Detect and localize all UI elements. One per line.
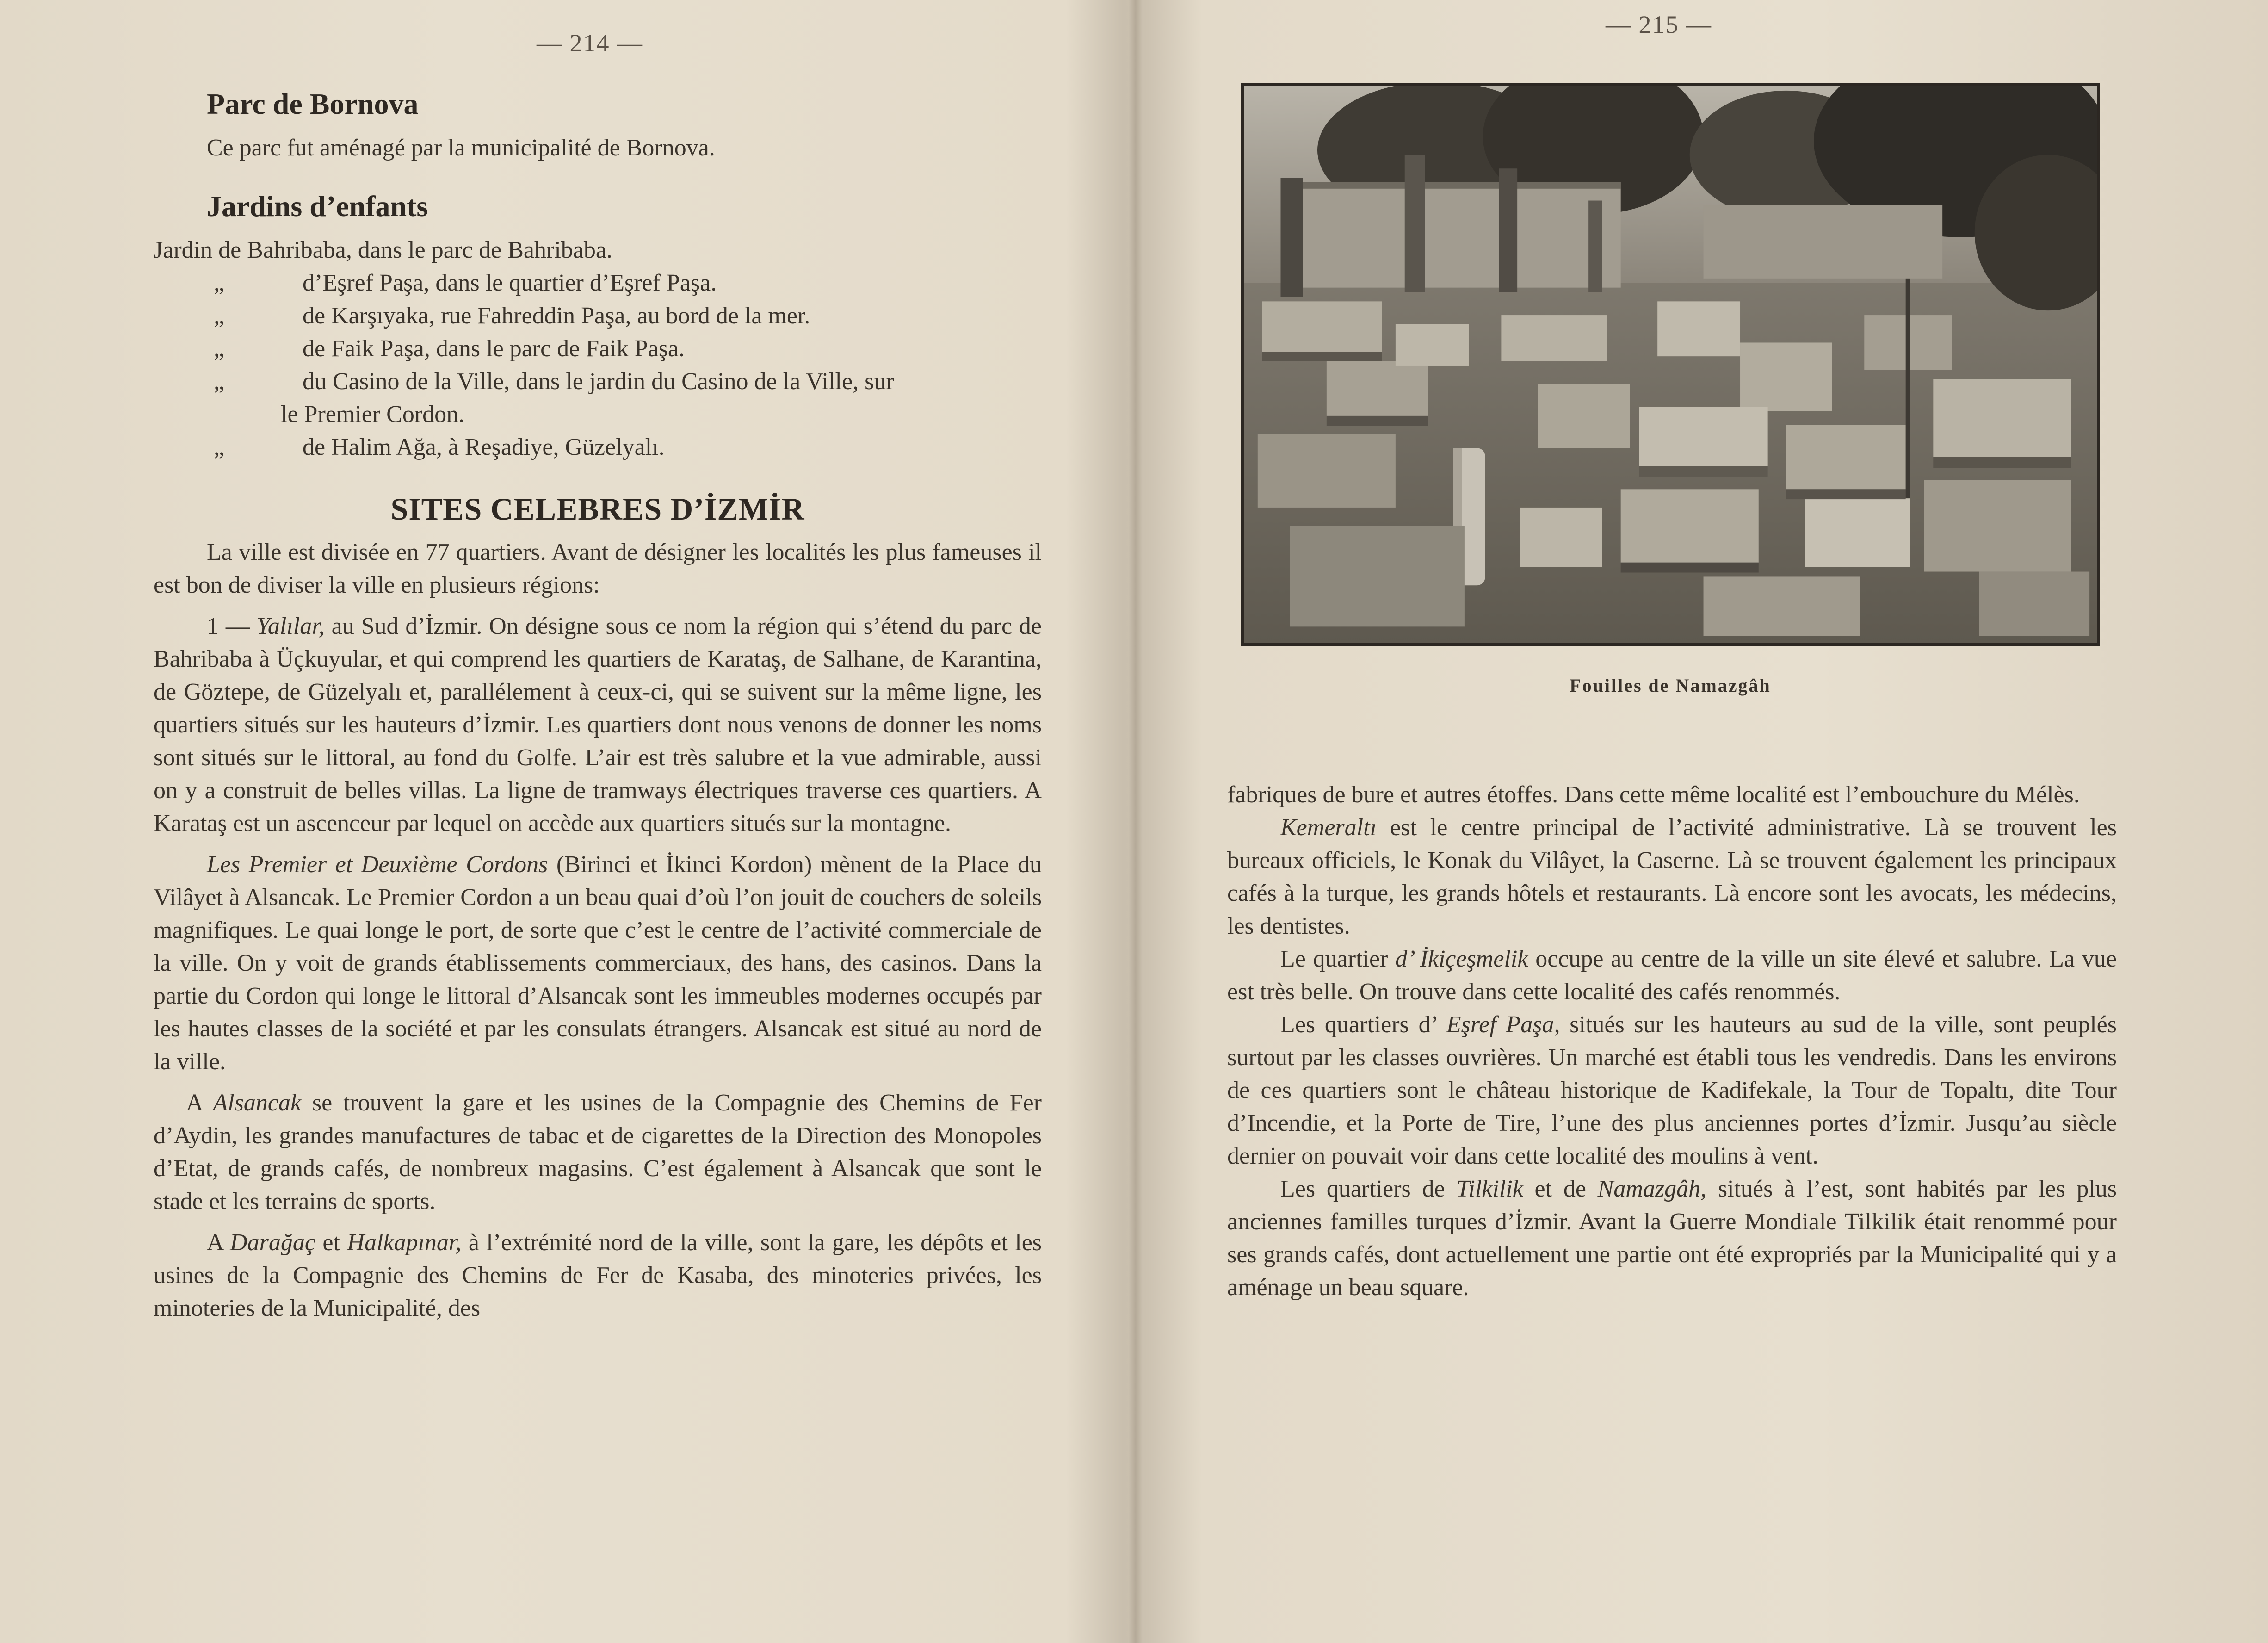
list-item-text: de Karşıyaka, rue Fahreddin Paşa, au bord de la mer. — [303, 303, 810, 329]
place-name-namazgah: Namazgâh, — [1597, 1176, 1707, 1202]
paragraph-ikicesmelik — [1227, 942, 2117, 1008]
left-text-column — [154, 83, 1042, 1325]
paragraph-prefix: A — [207, 1229, 230, 1256]
paragraph-text: situés à l’est, sont habités par les plus anciennes familles turques d’İzmir. Avant la Guerre Mondiale Tilkilik était renommé pour ses grands cafés, dont actuellement une partie ont été expropriés par la Municipalité qui y a aménage un beau square. — [1227, 1176, 2117, 1301]
paragraph-daragac — [154, 1226, 1042, 1325]
right-text-column — [1227, 778, 2117, 1304]
place-name-tilkilik: Tilkilik — [1456, 1176, 1523, 1202]
ditto-mark: „ — [214, 303, 225, 329]
paragraph-text: se trouvent la gare et les usines de la Compagnie des Chemins de Fer d’Aydin, les grandes manufactures de tabac et de cigarettes de la Direction des Monopoles d’Etat, de grands cafés, de nombreux magasins. C’est également à Alsancak que sont le stade et les terrains de sports. — [154, 1090, 1042, 1215]
paragraph-tilkilik — [1227, 1172, 2117, 1304]
paragraph-kemeralti — [1227, 811, 2117, 942]
place-name-esref-pasa: Eşref Paşa, — [1446, 1011, 1560, 1038]
list-item-text: de Halim Ağa, à Reşadiye, Güzelyalı. — [303, 434, 665, 460]
place-name-kemeralti: Kemeraltı — [1280, 814, 1377, 841]
list-item-continuation: le Premier Cordon. — [281, 401, 465, 428]
place-name-yalilar: Yalılar, — [256, 613, 325, 639]
paragraph-continuation: fabriques de bure et autres étoffes. Dans cette même localité est l’embouchure du Mélès. — [1227, 781, 2080, 808]
list-item — [154, 299, 1042, 332]
heading-parc-de-bornova: Parc de Bornova — [207, 87, 419, 120]
list-item-text: d’Eşref Paşa, dans le quartier d’Eşref Paşa. — [303, 270, 717, 296]
ditto-mark: „ — [214, 335, 225, 362]
region-number: 1 — — [207, 613, 257, 639]
right-page — [1135, 0, 2268, 1643]
left-page — [0, 0, 1133, 1643]
paragraph-text: situés sur les hauteurs au sud de la ville, sont peuplés surtout par les classes ouvrières. Un marché est établi tous les vendredis. Dans les environs de ces quartiers sont le château historique de Kadifekale, la Tour de Topaltı, dite Tour d’Incendie, et la Porte de Tire, l’une des plus anciennes portes d’İzmir. Jusqu’au siècle dernier on pouvait voir dans cette localité des moulins à vent. — [1227, 1011, 2117, 1169]
paragraph-esref-pasa — [1227, 1008, 2117, 1172]
list-item — [154, 365, 1042, 398]
photo-fouilles-namazgah — [1241, 83, 2100, 646]
ditto-mark: „ — [214, 270, 225, 296]
list-item-text: de Faik Paşa, dans le parc de Faik Paşa. — [303, 335, 685, 362]
page-number-left: — 214 — — [537, 29, 643, 57]
paragraph-connector: et — [315, 1229, 347, 1256]
list-item-text: du Casino de la Ville, dans le jardin du Casino de la Ville, sur — [303, 368, 894, 395]
paragraph-text: (Birinci et İkinci Kordon) mènent de la Place du Vilâyet à Alsancak. Le Premier Cordon a un beau quai d’où l’on jouit de couchers de soleils magnifiques. Le quai longe le port, de sorte que c’est le centre de l’activité commerciale de la ville. On y voit de grands établissements commerciaux, des hans, des casinos. Dans la partie du Cordon qui longe le littoral d’Alsancak sont les immeubles modernes occupés par les hautes classes de la société et par les consulats étrangers. Alsancak est situé au nord de la ville. — [154, 851, 1042, 1075]
list-item — [154, 431, 1042, 464]
paragraph-alsancak — [154, 1086, 1042, 1218]
page-number-right: — 215 — — [1606, 11, 1712, 38]
paragraph-prefix: Les quartiers d’ — [1280, 1011, 1446, 1038]
ditto-mark: „ — [214, 368, 225, 395]
place-name-halkapinar: Halkapınar, — [347, 1229, 462, 1256]
place-name-ikicesmelik: d’ İkiçeşmelik — [1395, 946, 1528, 972]
place-name-daragac: Darağaç — [230, 1229, 315, 1256]
place-name-alsancak: Alsancak — [213, 1090, 302, 1116]
paragraph-yalilar — [154, 610, 1042, 840]
chapter-title-sites-celebres: SITES CELEBRES D’İZMİR — [390, 491, 805, 527]
paragraph-text: est le centre principal de l’activité administrative. Là se trouvent les bureaux officiels, le Konak du Vilâyet, la Caserne. Là se trouvent également les principaux cafés à la turque, les grands hôtels et restaurants. Là encore sont les avocats, les médecins, les dentistes. — [1227, 814, 2117, 939]
paragraph-prefix: Le quartier — [1280, 946, 1396, 972]
paragraph-text: à l’extrémité nord de la ville, sont la gare, les dépôts et les usines de la Compagnie des Chemins de Fer de Kasaba, des minoteries privées, les minoteries de la Municipalité, des — [154, 1229, 1042, 1321]
list-item — [154, 267, 1042, 299]
list-item — [154, 332, 1042, 365]
heading-jardins-denfants: Jardins d’enfants — [207, 190, 428, 223]
ditto-mark: „ — [214, 434, 225, 460]
paragraph-parc: Ce parc fut aménagé par la municipalité de Bornova. — [207, 135, 715, 161]
place-name-cordons: Les Premier et Deuxième Cordons — [207, 851, 548, 878]
photo-caption: Fouilles de Namazgâh — [1570, 675, 1771, 696]
paragraph-connector: et de — [1523, 1176, 1598, 1202]
paragraph-text: occupe au centre de la ville un site élevé et salubre. La vue est très belle. On trouve dans cette localité des cafés renommés. — [1227, 946, 2117, 1005]
list-item-jardin-bahribaba: Jardin de Bahribaba, dans le parc de Bahribaba. — [154, 237, 612, 263]
paragraph-prefix: Les quartiers de — [1280, 1176, 1457, 1202]
paragraph-text: au Sud d’İzmir. On désigne sous ce nom la région qui s’étend du parc de Bahribaba à Üçkuyular, et qui comprend les quartiers de Karataş, de Salhane, de Karantina, de Göztepe, de Güzelyalı et, parallélement à ceux-ci, qui se suivent sur la même ligne, les quartiers situés sur les hauteurs d’İzmir. Les quartiers dont nous venons de donner les noms sont situés sur le littoral, au fond du Golfe. L’air est très salubre et la vue admirable, aussi on y a construit de belles villas. La ligne de tramways électriques traverse ces quartiers. A Karataş est un ascenceur par lequel on accède aux quartiers situés sur la montagne. — [154, 613, 1042, 837]
excavation-photo-image — [1244, 86, 2097, 643]
paragraph-prefix: A — [186, 1090, 213, 1116]
paragraph-intro: La ville est divisée en 77 quartiers. Avant de désigner les localités les plus fameuses il est bon de diviser la ville en plusieurs régions: — [154, 539, 1042, 598]
paragraph-cordons — [154, 848, 1042, 1078]
